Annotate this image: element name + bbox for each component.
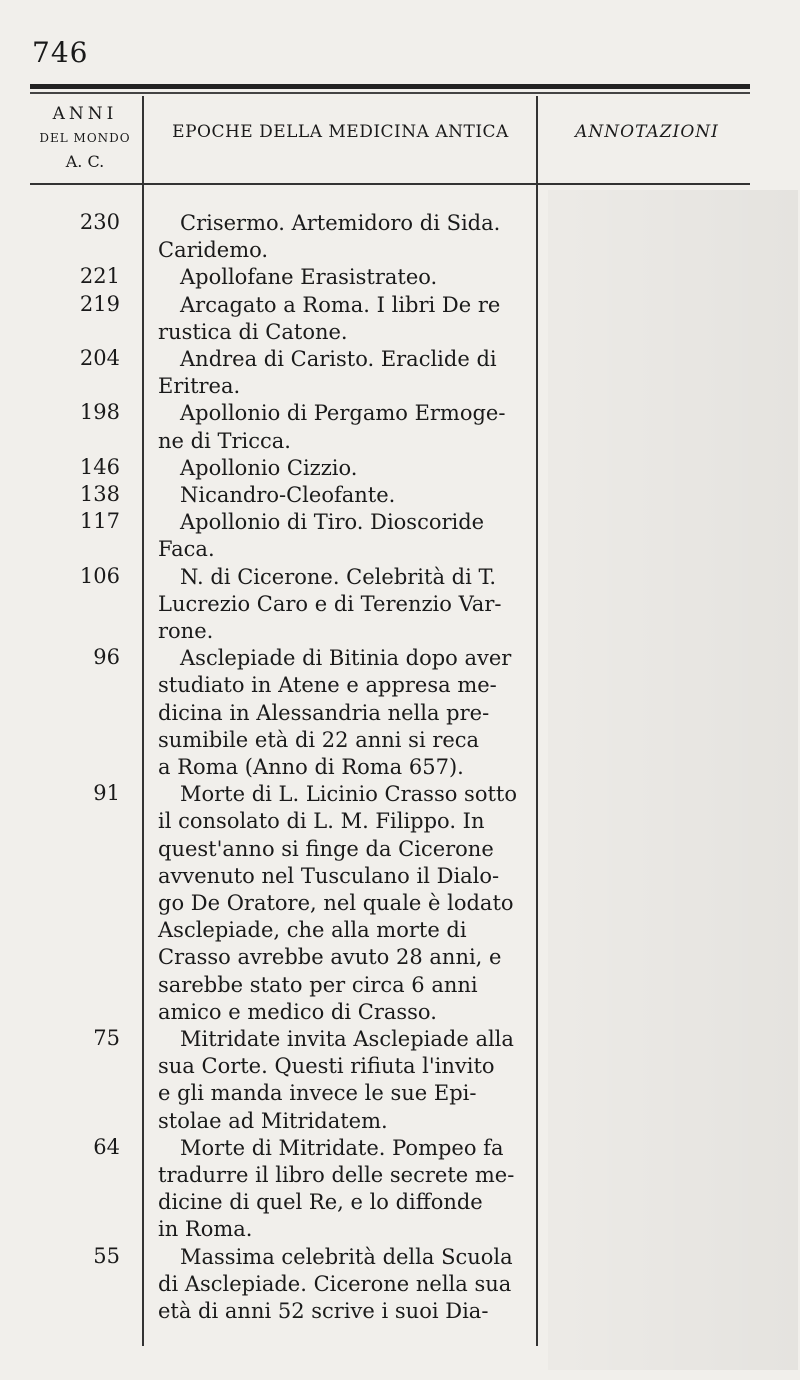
entry-year: 221 (79, 264, 120, 289)
entry-line: sumibile età di 22 anni si reca (158, 727, 480, 752)
entry-line: sarebbe stato per circa 6 anni (158, 972, 478, 997)
entry-line: quest'anno si finge da Cicerone (158, 836, 494, 861)
entry-line: Caridemo. (158, 238, 269, 263)
entry-line: in Roma. (158, 1217, 253, 1242)
entry-line: Lucrezio Caro e di Terenzio Var- (158, 591, 502, 616)
entry-text (158, 781, 530, 1026)
entry-line: Nicandro-Cleofante. (180, 483, 396, 507)
entry-text (158, 645, 530, 781)
entry-line: ne di Tricca. (158, 428, 291, 453)
entry-line: Apollofane Erasistrateo. (180, 265, 438, 290)
entry-line: Morte di Mitridate. Pompeo fa (180, 1135, 504, 1160)
entry-line: stolae ad Mitridatem. (158, 1108, 388, 1133)
entry-year: 64 (93, 1134, 120, 1159)
entry-line: Andrea di Caristo. Eraclide di (180, 347, 497, 371)
entry-year: 91 (93, 781, 120, 806)
years-header-line3: A. C. (65, 152, 105, 171)
entry-text (158, 564, 530, 646)
entry-line: Apollonio di Pergamo Ermoge- (180, 401, 506, 426)
entry-line: go De Oratore, nel quale è lodato (158, 891, 514, 915)
entry-line: e gli manda invece le sue Epi- (158, 1081, 477, 1106)
entry-text (158, 292, 530, 346)
entry-line: studiato in Atene e appresa me- (158, 673, 497, 698)
entry-line: tradurre il libro delle secrete me- (158, 1163, 515, 1187)
entry-year: 138 (79, 482, 120, 506)
entry-line: rustica di Catone. (158, 319, 348, 344)
entry-line: amico e medico di Crasso. (158, 999, 437, 1024)
entry-text (158, 400, 530, 454)
entry-text (158, 1026, 530, 1135)
entry-line: Asclepiade, che alla morte di (158, 918, 467, 943)
entry-line: Faca. (158, 537, 215, 562)
column-divider-years (142, 96, 144, 1346)
entry-line: dicine di quel Re, e lo diffonde (158, 1190, 483, 1215)
entry-year: 146 (79, 454, 120, 479)
entry-line: di Asclepiade. Cicerone nella sua (158, 1271, 512, 1296)
entry-line: età di anni 52 scrive i suoi Dia- (158, 1299, 489, 1323)
entry-year: 55 (93, 1243, 120, 1268)
entry-line: Arcagato a Roma. I libri De re (180, 292, 501, 317)
entry-line: Crisermo. Artemidoro di Sida. (180, 211, 501, 235)
entry-line: Apollonio Cizzio. (180, 455, 358, 480)
entry-text (158, 509, 530, 563)
entry-year: 204 (79, 346, 120, 370)
entry-line: a Roma (Anno di Roma 657). (158, 755, 464, 779)
entry-year: 96 (93, 645, 120, 670)
years-header-line1: ANNI (52, 104, 118, 124)
entry-line: avvenuto nel Tusculano il Dialo- (158, 863, 500, 888)
entry-text (158, 1244, 530, 1326)
entry-text (158, 264, 530, 291)
header-rule-thin (30, 92, 750, 94)
entry-line: rone. (158, 619, 214, 643)
column-divider-notes (536, 96, 538, 1346)
entry-line: Eritrea. (158, 374, 241, 399)
entry-line: il consolato di L. M. Filippo. In (158, 809, 485, 834)
bleed-through-shadow (548, 190, 798, 1370)
page-number: 746 (32, 36, 89, 69)
entry-year: 198 (79, 400, 120, 425)
entry-line: sua Corte. Questi rifiuta l'invito (158, 1054, 495, 1079)
entry-line: Morte di L. Licinio Crasso sotto (180, 782, 517, 807)
column-header-years (30, 102, 140, 174)
entry-line: Mitridate invita Asclepiade alla (180, 1027, 514, 1051)
entry-year: 219 (79, 291, 120, 316)
entry-text (158, 482, 530, 509)
entry-year: 106 (79, 563, 120, 588)
entry-text (158, 1135, 530, 1244)
entry-year: 230 (79, 210, 120, 234)
entry-line: N. di Cicerone. Celebrità di T. (180, 564, 497, 589)
header-rule-heavy (30, 84, 750, 89)
entry-line: Asclepiade di Bitinia dopo aver (180, 646, 512, 671)
entry-text (158, 210, 530, 264)
header-rule-bottom (30, 183, 750, 185)
entry-line: Massima celebrità della Scuola (180, 1244, 513, 1269)
column-header-epochs: EPOCHE DELLA MEDICINA ANTICA (172, 122, 509, 142)
entry-text (158, 455, 530, 482)
entry-year: 75 (93, 1026, 120, 1050)
years-header-line2: DEL MONDO (39, 131, 131, 145)
entry-line: Crasso avrebbe avuto 28 anni, e (158, 945, 502, 970)
entry-text (158, 346, 530, 400)
entry-line: dicina in Alessandria nella pre- (158, 700, 490, 725)
column-header-notes: ANNOTAZIONI (575, 122, 719, 142)
entry-line: Apollonio di Tiro. Dioscoride (180, 510, 485, 535)
entry-year: 117 (79, 509, 120, 534)
